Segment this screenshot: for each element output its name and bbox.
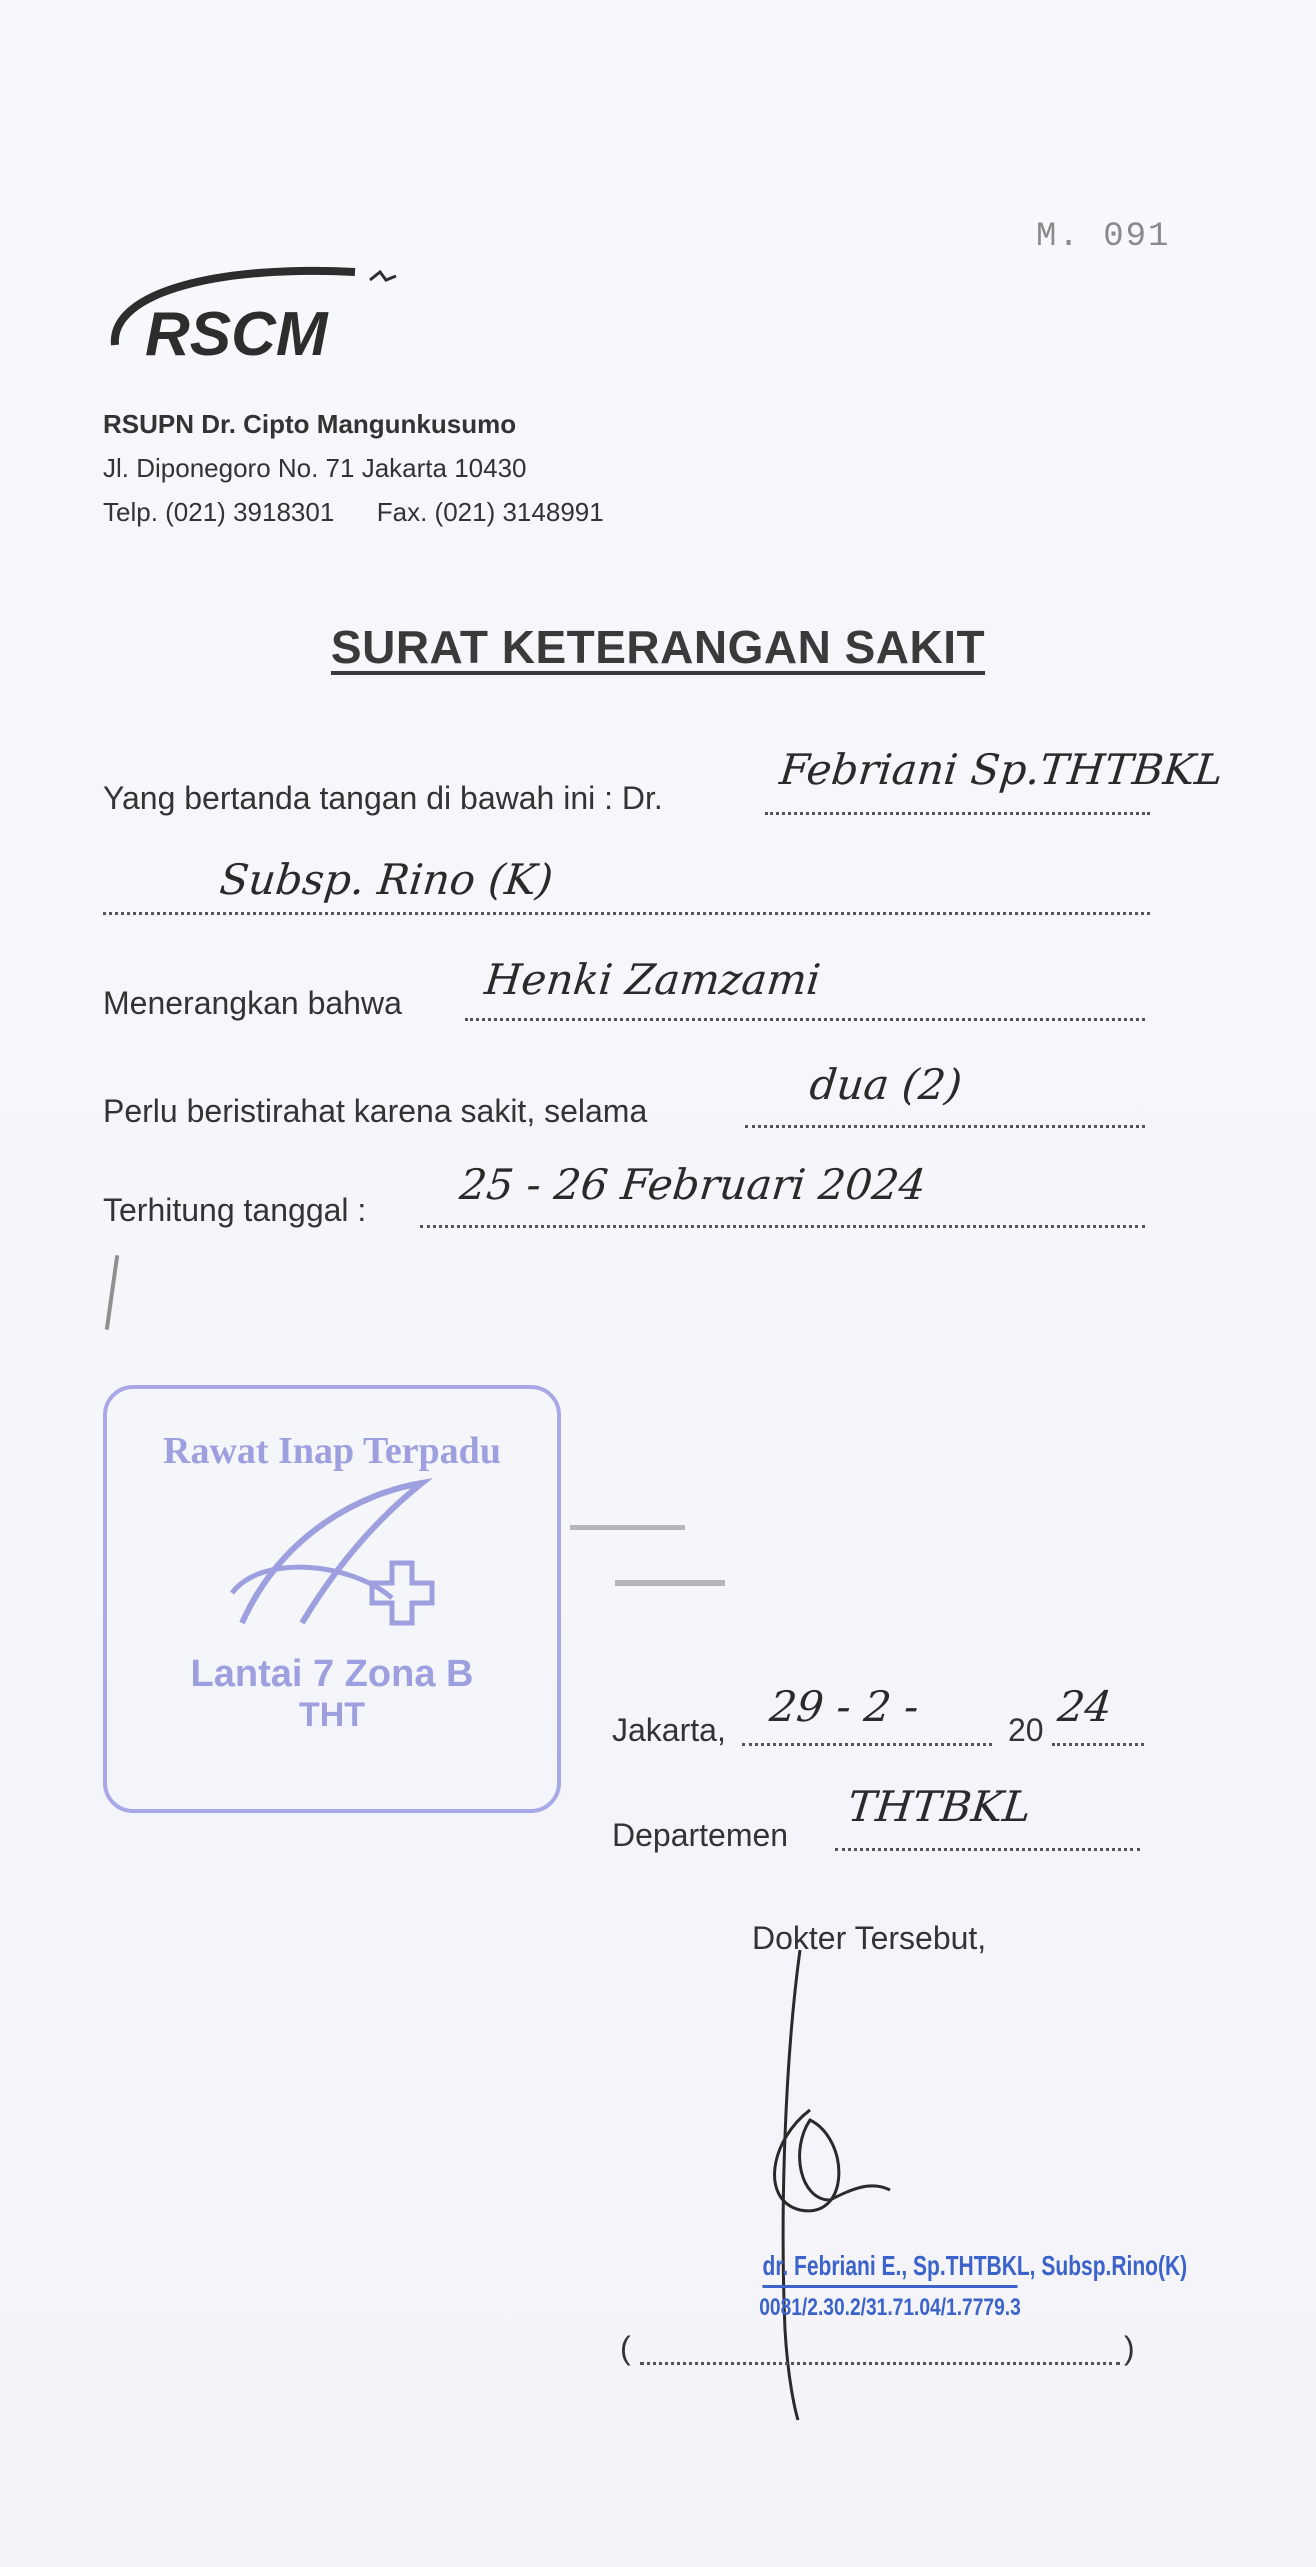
- rest-dots: [745, 1125, 1145, 1128]
- pen-stroke: [105, 1255, 119, 1330]
- doctor-signature: [740, 1910, 1000, 2430]
- rscm-logo: [105, 250, 425, 380]
- signer-value-2: Subsp. Rino (K): [217, 855, 556, 904]
- stamp-emblem-icon: [107, 1473, 557, 1643]
- signature-name-dots: [640, 2362, 1120, 2365]
- patient-label: Menerangkan bahwa: [103, 985, 402, 1021]
- logo-text: RSCM: [145, 300, 328, 369]
- signer-value-1: Febriani Sp.THTBKL: [777, 745, 1226, 794]
- stamp-top-text: Rawat Inap Terpadu: [163, 1430, 501, 1472]
- year-prefix: 20: [1008, 1712, 1044, 1748]
- form-code: M. 091: [1036, 218, 1171, 256]
- doctor-stamp-name: dr. Febriani E., Sp.THTBKL, Subsp.Rino(K): [763, 2250, 1018, 2288]
- smudge-1: [570, 1525, 685, 1530]
- smudge-2: [615, 1580, 725, 1586]
- rest-value: dua (2): [807, 1060, 965, 1109]
- department-dots: [835, 1848, 1140, 1851]
- signer-dots-1: [765, 812, 1150, 815]
- closing-text: Dokter Tersebut,: [752, 1920, 987, 1956]
- city-label: Jakarta,: [612, 1712, 726, 1748]
- hospital-name: RSUPN Dr. Cipto Mangunkusumo: [103, 409, 517, 439]
- year-value: 24: [1055, 1682, 1115, 1731]
- patient-value: Henki Zamzami: [482, 955, 823, 1004]
- year-dots: [1052, 1743, 1144, 1746]
- patient-dots: [465, 1018, 1145, 1021]
- paren-close: ): [1124, 2330, 1135, 2366]
- date-value: 25 - 26 Februari 2024: [457, 1160, 929, 1209]
- ward-stamp: [103, 1385, 561, 1813]
- date-label: Terhitung tanggal :: [103, 1192, 367, 1228]
- stamp-bottom-text-2: THT: [298, 1696, 366, 1734]
- hospital-address: Jl. Diponegoro No. 71 Jakarta 10430: [103, 453, 527, 483]
- hospital-fax: Fax. (021) 3148991: [376, 497, 604, 527]
- department-label: Departemen: [612, 1817, 789, 1853]
- document-title: SURAT KETERANGAN SAKIT: [330, 621, 986, 673]
- stamp-bottom-text-1: Lantai 7 Zona B: [190, 1653, 474, 1695]
- issue-date-dots: [742, 1743, 992, 1746]
- hospital-phone: Telp. (021) 3918301: [103, 497, 335, 527]
- signer-dots-2: [103, 912, 1150, 915]
- doctor-stamp: [720, 2250, 1188, 2322]
- hospital-info: [103, 402, 604, 534]
- rest-label: Perlu beristirahat karena sakit, selama: [103, 1093, 648, 1129]
- signer-label: Yang bertanda tangan di bawah ini : Dr.: [103, 780, 663, 816]
- issue-date-value: 29 - 2 -: [767, 1682, 922, 1731]
- date-dots: [420, 1225, 1145, 1228]
- doctor-stamp-id: 0081/2.30.2/31.71.04/1.7779.3: [759, 2294, 1021, 2321]
- paren-open: (: [620, 2330, 631, 2366]
- department-value: THTBKL: [845, 1782, 1034, 1831]
- hospital-contact: [103, 490, 604, 534]
